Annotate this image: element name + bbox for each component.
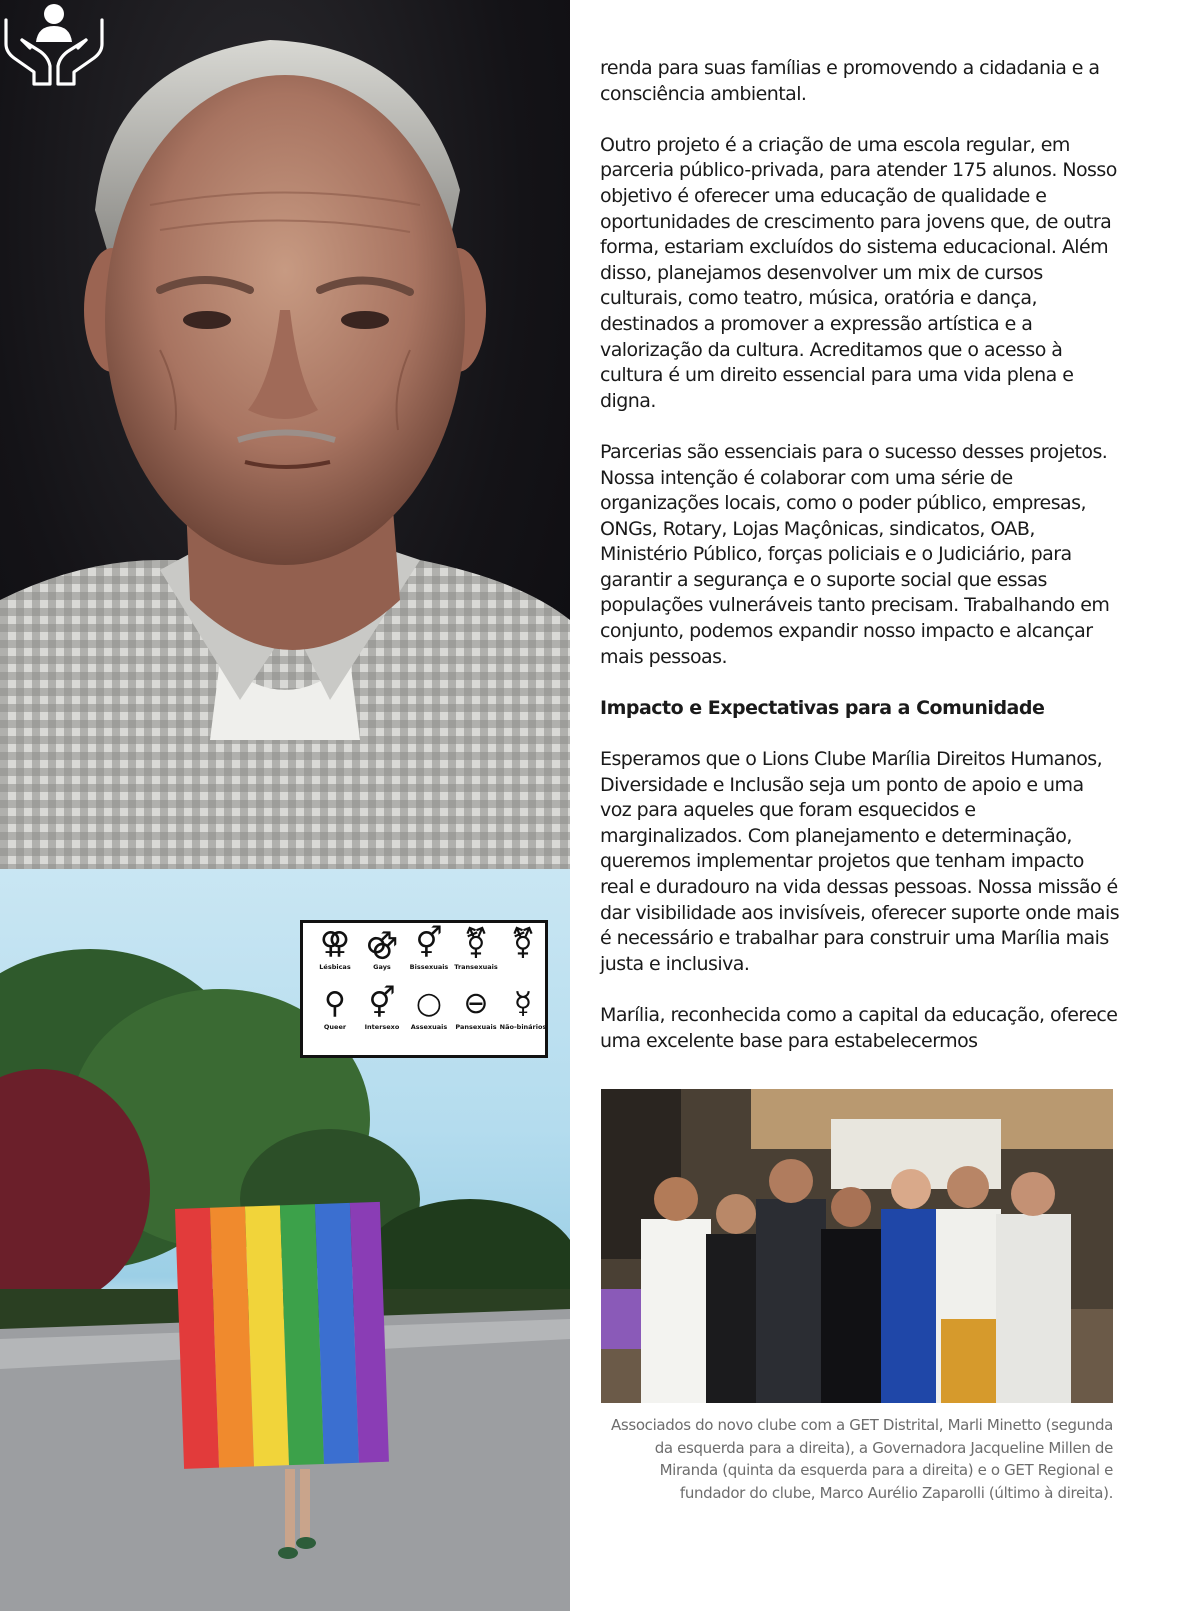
gender-symbol-icon: ⚢ xyxy=(319,926,351,961)
portrait-photo xyxy=(0,0,570,869)
gender-symbol-label: Intersexo xyxy=(364,1023,400,1031)
gender-symbol-label: Não-binários xyxy=(499,1023,547,1031)
gender-symbol-icon: ⚧ xyxy=(510,926,536,961)
gender-symbol-item xyxy=(405,927,453,971)
gender-symbol-item xyxy=(358,927,406,971)
gender-symbol-item xyxy=(311,987,359,1031)
gender-symbol-icon: ⚧ xyxy=(463,926,489,961)
gender-symbol-label: Pansexuais xyxy=(455,1023,497,1031)
gender-symbol-item xyxy=(452,927,500,971)
gender-symbol-icon: ☿ xyxy=(513,986,533,1021)
group-of-people-illustration xyxy=(601,1089,1113,1403)
gender-symbol-icon: ○ xyxy=(415,986,443,1021)
gender-symbol-label: Bissexuais xyxy=(409,963,449,971)
gender-symbol-label: Queer xyxy=(323,1023,347,1031)
gender-symbol-item xyxy=(499,987,547,1031)
paragraph: Esperamos que o Lions Clube Marília Direitos Humanos, Diversidade e Inclusão seja um ponto de apoio e uma voz para aqueles que foram esquecidos e marginalizados. Com planejamento e determinação, queremos implementar projetos que tenham impacto real e duradouro na vida dessas pessoas. Nossa missão é dar visibilidade aos invisíveis, oferecer suporte onde mais é necessário e trabalhar para construir uma Marília mais justa e inclusiva. xyxy=(600,748,1120,975)
gender-symbol-label: Assexuais xyxy=(410,1023,448,1031)
gender-symbol-label: Lésbicas xyxy=(319,963,351,971)
gender-symbol-item xyxy=(358,987,406,1031)
gender-symbol-item xyxy=(405,987,453,1031)
gender-symbol-label: Transexuais xyxy=(454,963,498,971)
paragraph: Parcerias são essenciais para o sucesso desses projetos. Nossa intenção é colaborar com uma série de organizações locais, como o poder público, empresas, ONGs, Rotary, Lojas Maçônicas, sindicatos, OAB, Ministério Público, forças policiais e o Judiciário, para garantir a segurança e o suporte social que essas populações vulneráveis tanto precisam. Trabalhando em conjunto, podemos expandir nosso impacto e alcançar mais pessoas. xyxy=(600,440,1110,668)
article-body xyxy=(600,56,1120,1080)
gender-symbol-icon: ⚥ xyxy=(368,986,396,1021)
paragraph: Outro projeto é a criação de uma escola regular, em parceria público-privada, para atender 175 alunos. Nosso objetivo é oferecer uma educação de qualidade e oportunidades de crescimento para jovens que, de outra forma, estariam excluídos do sistema educacional. Além disso, planejamos desenvolver um mix de cursos culturais, como teatro, música, oratória e dança, destinados a promover a expressão artística e a valorização da cultura. Acreditamos que o acesso à cultura é um direito essencial para uma vida plena e digna. xyxy=(600,133,1117,412)
section-heading: Impacto e Expectativas para a Comunidade xyxy=(600,696,1045,719)
gender-symbol-icon: ⊖ xyxy=(463,986,489,1021)
gender-symbol-item xyxy=(452,987,500,1031)
group-photo xyxy=(601,1089,1113,1403)
gender-symbol-icon: ⚥ xyxy=(415,926,443,961)
gender-symbol-label: Gays xyxy=(373,963,391,971)
gender-symbols-card xyxy=(300,920,548,1058)
gender-symbol-item xyxy=(499,927,547,963)
gender-symbol-item xyxy=(311,927,359,971)
gender-symbol-icon: ⚣ xyxy=(365,926,399,961)
elderly-man-illustration xyxy=(0,0,570,869)
hands-holding-person-icon xyxy=(0,0,108,86)
photo-caption: Associados do novo clube com a GET Distrital, Marli Minetto (segunda da esquerda para a direita), a Governadora Jacqueline Millen de Miranda (quinta da esquerda para a direita) e o GET Regional e fundador do clube, Marco Aurélio Zaparolli (último à direita). xyxy=(611,1416,1113,1502)
gender-symbol-icon: ⚲ xyxy=(324,986,346,1021)
paragraph: renda para suas famílias e promovendo a cidadania e a consciência ambiental. xyxy=(600,57,1100,105)
paragraph: Marília, reconhecida como a capital da educação, oferece uma excelente base para estabelecermos xyxy=(600,1003,1118,1052)
